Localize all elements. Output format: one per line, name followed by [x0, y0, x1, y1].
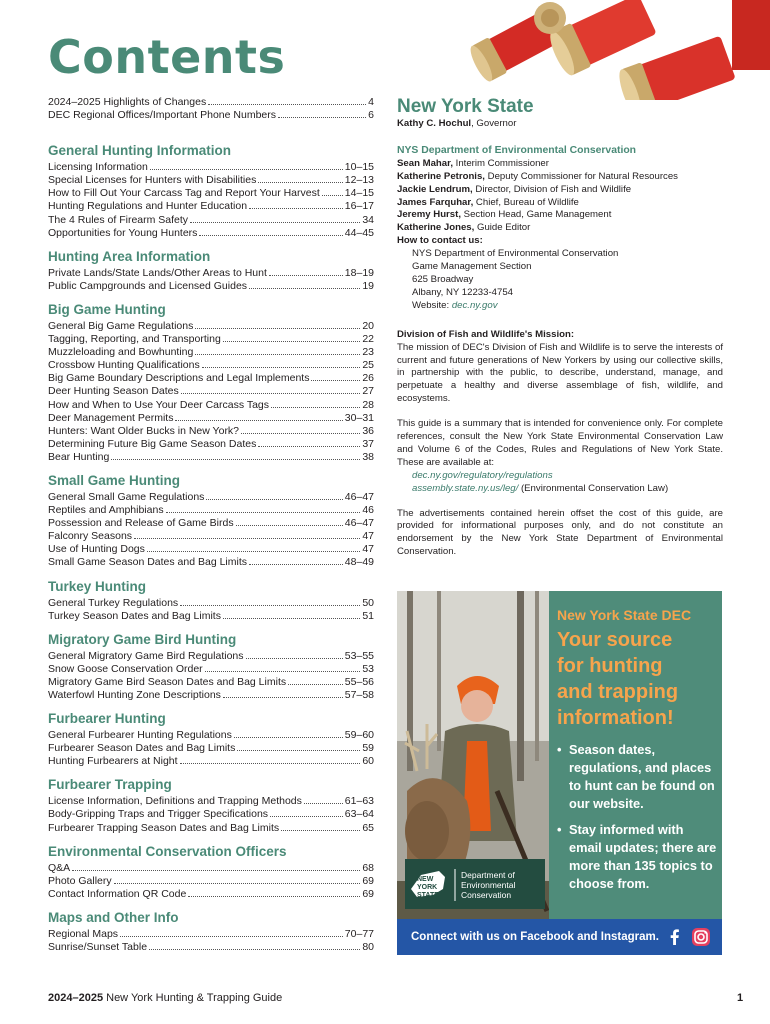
toc-entry[interactable]: Use of Hunting Dogs 47: [48, 543, 374, 556]
ad-bullet: • Season dates, regulations, and places to hunt can be found on our website.: [557, 742, 715, 811]
logo-dept-line-2: Environmental: [461, 880, 516, 890]
table-of-contents: [48, 96, 374, 962]
toc-section: [48, 142, 374, 240]
info-column: [397, 96, 723, 559]
toc-section: [48, 776, 374, 834]
ad-social-bar[interactable]: [397, 919, 722, 955]
mission-statement: Division of Fish and Wildlife's Mission: The mission of DEC's Division of Fish and Wildlife is to serve the interests of current and future generations of New Yorkers by using our collective skills, in partnership with the public, to describe, understand, manage, and perpetuate a healthy and diverse assemblage of fish, wildlife, and ecosystems.: [397, 328, 723, 405]
mailing-address: NYS Department of Environmental Conservation Game Management Section 625 Broadway Albany, NY 12233-4754 Website: dec.ny.gov: [412, 248, 619, 311]
toc-entry[interactable]: Hunters: Want Older Bucks in New York? 36: [48, 424, 374, 437]
toc-section: [48, 578, 374, 623]
toc-top-list: [48, 96, 374, 122]
toc-entry[interactable]: Migratory Game Bird Season Dates and Bag Limits 55–56: [48, 675, 374, 688]
toc-entry[interactable]: Deer Management Permits 30–31: [48, 411, 374, 424]
toc-entry[interactable]: How to Fill Out Your Carcass Tag and Report Your Harvest 14–15: [48, 187, 374, 200]
toc-entry[interactable]: License Information, Definitions and Trapping Methods 61–63: [48, 795, 374, 808]
toc-entry[interactable]: General Small Game Regulations 46–47: [48, 490, 374, 503]
toc-entry[interactable]: How and When to Use Your Deer Carcass Tags 28: [48, 398, 374, 411]
toc-entry[interactable]: DEC Regional Offices/Important Phone Numbers 6: [48, 109, 374, 122]
toc-entry[interactable]: Body-Gripping Traps and Trigger Specifications 63–64: [48, 808, 374, 821]
toc-entry[interactable]: Snow Goose Conservation Order 53: [48, 662, 374, 675]
toc-section: [48, 248, 374, 293]
toc-entry[interactable]: Big Game Boundary Descriptions and Legal Implements 26: [48, 372, 374, 385]
page-footer: 2024–2025 New York Hunting & Trapping Guide: [48, 992, 283, 1004]
toc-entry[interactable]: General Big Game Regulations 20: [48, 319, 374, 332]
governor-line: Kathy C. Hochul, Governor: [397, 118, 517, 129]
ad-bullet: • Stay informed with email updates; there are more than 135 topics to choose from.: [557, 822, 717, 891]
toc-entry[interactable]: Possession and Release of Game Birds 46–47: [48, 517, 374, 530]
toc-sections: [48, 142, 374, 954]
toc-entry[interactable]: General Migratory Game Bird Regulations 53–55: [48, 649, 374, 662]
toc-entry[interactable]: Deer Hunting Season Dates 27: [48, 385, 374, 398]
toc-section: [48, 909, 374, 954]
toc-section-heading: General Hunting Information: [48, 143, 232, 159]
toc-entry[interactable]: General Furbearer Hunting Regulations 59–60: [48, 729, 374, 742]
toc-section: [48, 301, 374, 464]
toc-section: [48, 710, 374, 768]
toc-section-heading: Migratory Game Bird Hunting: [48, 631, 237, 647]
toc-entry[interactable]: The 4 Rules of Firearm Safety 34: [48, 213, 374, 226]
toc-entry[interactable]: Private Lands/State Lands/Other Areas to Hunt 18–19: [48, 266, 374, 279]
toc-section: [48, 472, 374, 570]
ad-headline: Your source for hunting and trapping information!: [557, 629, 679, 729]
toc-entry[interactable]: Special Licenses for Hunters with Disabilities 12–13: [48, 174, 374, 187]
toc-entry[interactable]: Crossbow Hunting Qualifications 25: [48, 359, 374, 372]
toc-entry[interactable]: Waterfowl Hunting Zone Descriptions 57–58: [48, 689, 374, 701]
toc-entry[interactable]: Furbearer Trapping Season Dates and Bag Limits 65: [48, 821, 374, 834]
toc-entry[interactable]: Small Game Season Dates and Bag Limits 48–49: [48, 556, 374, 569]
toc-entry[interactable]: Opportunities for Young Hunters 44–45: [48, 226, 374, 239]
toc-entry[interactable]: General Turkey Regulations 50: [48, 596, 374, 609]
ad-text: [557, 607, 717, 901]
toc-section-heading: Hunting Area Information: [48, 248, 211, 264]
facebook-icon[interactable]: [665, 927, 685, 947]
staff-row: Katherine Jones, Guide Editor: [397, 222, 531, 234]
toc-entry[interactable]: 2024–2025 Highlights of Changes 4: [48, 96, 374, 108]
ad-social-text: Connect with us on Facebook and Instagram.: [411, 931, 659, 943]
staff-row: Katherine Petronis, Deputy Commissioner for Natural Resources: [397, 170, 678, 182]
staff-list: [397, 158, 723, 235]
toc-entry[interactable]: Tagging, Reporting, and Transporting 22: [48, 333, 374, 346]
ad-brand: New York State DEC: [557, 607, 692, 623]
toc-entry[interactable]: Hunting Furbearers at Night 60: [48, 755, 374, 768]
regulations-link[interactable]: dec.ny.gov/regulatory/regulations: [412, 469, 553, 481]
logo-state-line-2: YORK: [417, 884, 438, 891]
staff-row: James Farquhar, Chief, Bureau of Wildlife: [397, 196, 579, 208]
toc-entry[interactable]: Contact Information QR Code 69: [48, 887, 374, 900]
page-number: 1: [737, 992, 744, 1004]
toc-section-heading: Maps and Other Info: [48, 909, 179, 925]
assembly-link[interactable]: assembly.state.ny.us/leg/: [412, 482, 519, 494]
toc-section-heading: Turkey Hunting: [48, 578, 147, 594]
toc-section-heading: Furbearer Trapping: [48, 777, 172, 793]
staff-row: Jackie Lendrum, Director, Division of Fish and Wildlife: [397, 183, 632, 195]
shotgun-shells-image: [470, 0, 770, 100]
department-heading: NYS Department of Environmental Conservation: [397, 144, 637, 156]
toc-entry[interactable]: Q&A 68: [48, 861, 374, 874]
toc-entry[interactable]: Bear Hunting 38: [48, 450, 374, 463]
ad-bullets: [557, 741, 717, 893]
toc-section: [48, 843, 374, 901]
toc-section-heading: Big Game Hunting: [48, 301, 166, 317]
dec-advertisement[interactable]: [397, 591, 722, 955]
toc-entry[interactable]: Turkey Season Dates and Bag Limits 51: [48, 609, 374, 622]
toc-entry[interactable]: Reptiles and Amphibians 46: [48, 504, 374, 517]
dec-logo: [405, 859, 545, 909]
toc-section-heading: Environmental Conservation Officers: [48, 843, 287, 859]
toc-section-heading: Furbearer Hunting: [48, 711, 166, 727]
website-link[interactable]: dec.ny.gov: [451, 299, 498, 311]
toc-entry[interactable]: Licensing Information 10–15: [48, 161, 374, 174]
page-title: Contents: [48, 30, 286, 84]
toc-entry[interactable]: Sunrise/Sunset Table 80: [48, 941, 374, 954]
toc-entry[interactable]: Falconry Seasons 47: [48, 530, 374, 543]
toc-entry[interactable]: Furbearer Season Dates and Bag Limits 59: [48, 742, 374, 755]
logo-state-line-1: NEW: [417, 876, 434, 883]
logo-state-line-3: STATE: [417, 892, 439, 899]
staff-row: Sean Mahar, Interim Commissioner: [397, 157, 549, 169]
logo-dept-line-3: Conservation: [461, 890, 512, 900]
toc-entry[interactable]: Hunting Regulations and Hunter Education 16–17: [48, 200, 374, 213]
staff-row: Jeremy Hurst, Section Head, Game Management: [397, 209, 612, 221]
state-name: New York State: [397, 96, 534, 117]
contact-label: How to contact us:: [397, 235, 483, 247]
toc-entry[interactable]: Public Campgrounds and Licensed Guides 19: [48, 279, 374, 292]
toc-entry[interactable]: Regional Maps 70–77: [48, 927, 374, 940]
toc-section: [48, 631, 374, 702]
instagram-icon[interactable]: [691, 927, 711, 947]
toc-entry[interactable]: Photo Gallery 69: [48, 874, 374, 887]
logo-dept-line-1: Department of: [461, 870, 515, 880]
summary-note: This guide is a summary that is intended for convenience only. For complete references, consult the New York State Environmental Conservation Law and Volume 6 of the Codes, Rules and Regulations of New York State. These are available at: dec.ny.gov/regulatory/regulations assembly.state.ny.us/leg/ (Environmental Conservation Law): [397, 418, 723, 494]
advertising-disclaimer: The advertisements contained herein offset the cost of this guide, are provided for informational purposes only, and do not constitute an endorsement by the New York State Department of Environmental Conservation.: [397, 507, 723, 558]
toc-section-heading: Small Game Hunting: [48, 472, 181, 488]
toc-entry[interactable]: Muzzleloading and Bowhunting 23: [48, 346, 374, 359]
toc-entry[interactable]: Determining Future Big Game Season Dates 37: [48, 437, 374, 450]
